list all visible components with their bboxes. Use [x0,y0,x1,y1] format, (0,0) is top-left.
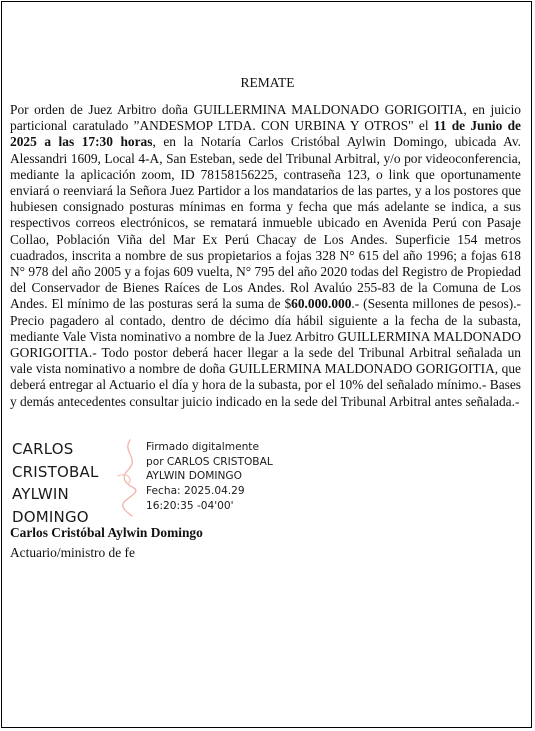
signature-name-line: AYLWIN [12,485,69,503]
body-part-2: , en la Notaría Carlos Cristóbal Aylwin Domingo, ubicada Av. Alessandri 1609, Local 4-A, San Esteban, sede del Tribunal Arbitral, y/o por videoconferencia, mediante la aplicación zoom, ID 78158156225, contraseña 123, o link que oportunamente enviará o reenviará la Señora Juez Partidor a los mandatarios de las partes, y a los postores que hubiesen consignado posturas mínimas en forma y fecha que más adelante se indica, a sus respectivos correos electrónicos, se rematará inmueble ubicado en Avenida Perú con Pasaje Collao, Población Viña del Mar Ex Perú Chacay de Los Andes. Superficie 154 metros cuadrados, inscrita a nombre de sus propietarios a fojas 328 N° 615 del año 1996; a fojas 618 N° 978 del año 2005 y a fojas 609 vuelta, N° 795 del año 2020 todas del Registro de Propiedad del Conservador de Bienes Raíces de Los Andes. Rol Avalúo 255-83 de la Comuna de Los Andes. El mínimo de las posturas será la suma de $ [10,134,521,312]
signature-name-line: DOMINGO [12,507,89,526]
minimum-amount: 60.000.000 [291,296,352,312]
auction-date: 11 de Junio de 2025 a las 17:30 horas [10,118,521,150]
signer-role: Actuario/ministro de fe [10,545,135,560]
signature-detail-line: AYLWIN DOMINGO [146,470,242,483]
body-part-3: .- (Sesenta millones de pesos).- Precio pagadero al contado, dentro de décimo día hábil siguiente a la fecha de la subasta, mediante Vale Vista nominativo a nombre de la Juez Arbitro GUILLERMINA MALDONADO GORIGOITIA.- Todo postor deberá hacer llegar a la sede del Tribunal Arbitral señalada un vale vista nominativo a nombre de doña GUILLERMINA MALDONADO GORIGOITIA, que deberá entregar al Actuario el día y hora de la subasta, por el 10% del señalado mínimo.- Bases y demás antecedentes consultar juicio indicado en la sede del Tribunal Arbitral antes señalada.- [10,296,521,409]
body-part-1: Por orden de Juez Arbitro doña GUILLERMINA MALDONADO GORIGOITIA, en juicio particional caratulado ”ANDESMOP LTDA. CON URBINA Y OTROS" el [10,102,521,134]
digital-signature-name [12,438,99,528]
signer-name: Carlos Cristóbal Aylwin Domingo [10,525,203,540]
document-title: REMATE [240,75,295,90]
digital-signature-details [146,440,273,514]
notice-body [10,102,521,410]
signature-name-line: CRISTOBAL [12,462,99,481]
signature-detail-line: 16:20:35 -04'00' [146,499,234,512]
signature-detail-line: por CARLOS CRISTOBAL [146,455,273,468]
signature-detail-line: Fecha: 2025.04.29 [146,485,245,498]
signature-name-line: CARLOS [12,440,74,458]
signature-detail-line: Firmado digitalmente [146,441,259,453]
